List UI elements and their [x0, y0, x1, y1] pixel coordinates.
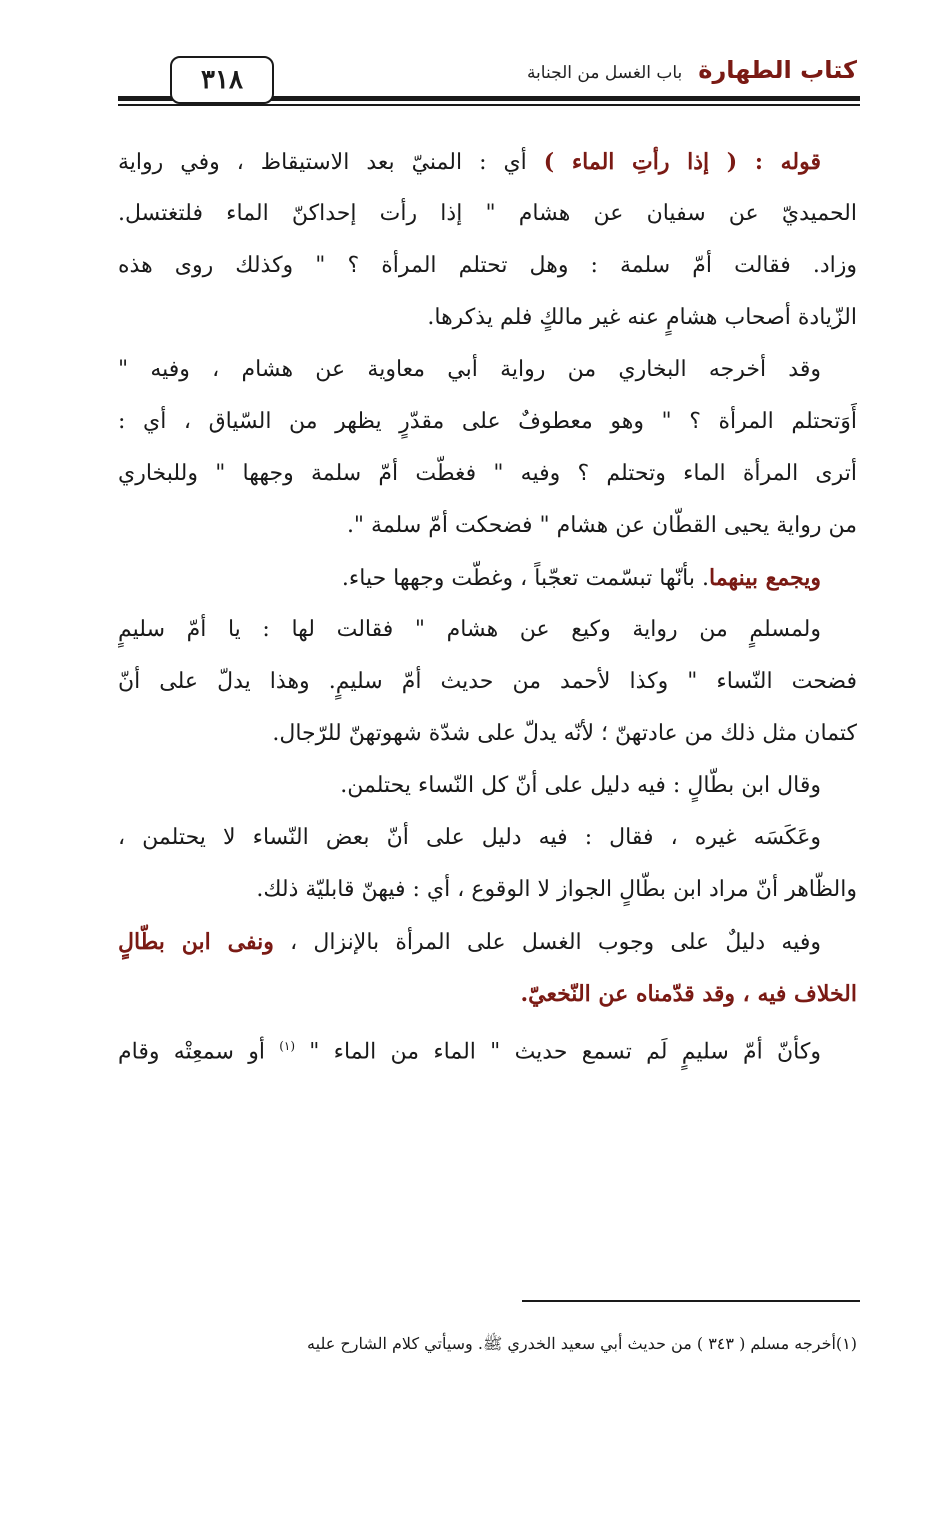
- text-line: وقال ابن بطّالٍ : فيه دليل على أنّ كل النّساء يحتلمن.: [340, 773, 821, 798]
- text-line: من رواية يحيى القطّان عن هشام " فضحكت أمّ سلمة ".: [346, 513, 857, 538]
- text-line: [118, 916, 857, 968]
- quoted-phrase: ونفى ابن بطّالٍ: [118, 929, 274, 955]
- running-header: [527, 56, 857, 84]
- page-number: ٣١٨: [201, 65, 243, 95]
- text-line: الزّيادة أصحاب هشامٍ عنه غير مالكٍ فلم يذكرها.: [427, 305, 857, 330]
- footnote: (١)أخرجه مسلم ( ٣٤٣ ) من حديث أبي سعيد الخدري ﷺ. وسيأتي كلام الشارح عليه: [307, 1334, 857, 1353]
- quoted-phrase: ويجمع بينهما: [709, 565, 821, 591]
- text-line: والظّاهر أنّ مراد ابن بطّالٍ الجواز لا الوقوع ، أي : فيهنّ قابليّة ذلك.: [256, 877, 857, 902]
- line-text: أي : المنيّ بعد الاستيقاظ ، وفي رواية: [118, 150, 544, 175]
- quoted-phrase: قوله : ( إذا رأتِ الماء ): [543, 149, 821, 175]
- chapter-title: باب الغسل من الجنابة: [526, 63, 683, 83]
- line-text: . بأنّها تبسّمت تعجّباً ، وغطّت وجهها حياء.: [341, 566, 709, 591]
- text-line: فضحت النّساء " وكذا لأحمد من حديث أمّ سليمٍ. وهذا يدلّ على أنّ: [118, 669, 857, 694]
- text-line: [118, 552, 857, 604]
- text-line: الحميديّ عن سفيان عن هشام " إذا رأت إحداكنّ الماء فلتغتسل.: [118, 201, 857, 226]
- text-line: كتمان مثل ذلك من عادتهنّ ؛ لأنّه يدلّ على شدّة شهوتهنّ للرّجال.: [272, 721, 857, 746]
- header-rule-thin: [118, 104, 860, 106]
- line-text: وكأنّ أمّ سليمٍ لَم تسمع حديث " الماء من الماء ": [295, 1039, 821, 1065]
- text-line: وعَكَسَه غيره ، فقال : فيه دليل على أنّ بعض النّساء لا يحتلمن ،: [118, 825, 822, 850]
- text-line: ولمسلمٍ من رواية وكيع عن هشام " فقالت لها : يا أمّ سليمٍ: [118, 617, 821, 642]
- text-line: [118, 136, 857, 188]
- main-text: [118, 136, 857, 1072]
- line-text: وفيه دليلٌ على وجوب الغسل على المرأة بالإنزال ،: [273, 930, 821, 955]
- text-line: أترى المرأة الماء وتحتلم ؟ وفيه " فغطّت أمّ سلمة وجهها " وللبخاري: [118, 461, 857, 486]
- line-text: أو سمعِتْه وقام: [118, 1039, 280, 1065]
- book-title: كتاب الطهارة: [698, 56, 857, 84]
- text-line: وزاد. فقالت أمّ سلمة : وهل تحتلم المرأة ؟ " وكذلك روى هذه: [118, 253, 857, 278]
- text-line: [118, 1020, 857, 1072]
- text-line: أَوَتحتلم المرأة ؟ " وهو معطوفٌ على مقدّرٍ يظهر من السّياق ، أي :: [118, 409, 857, 434]
- footnote-marker[interactable]: (١): [279, 1039, 296, 1053]
- page-number-box: [170, 56, 274, 104]
- text-line: الخلاف فيه ، وقد قدّمناه عن النّخعيّ.: [520, 981, 857, 1007]
- footnote-rule: [522, 1300, 860, 1302]
- text-line: وقد أخرجه البخاري من رواية أبي معاوية عن هشام ، وفيه ": [118, 357, 821, 382]
